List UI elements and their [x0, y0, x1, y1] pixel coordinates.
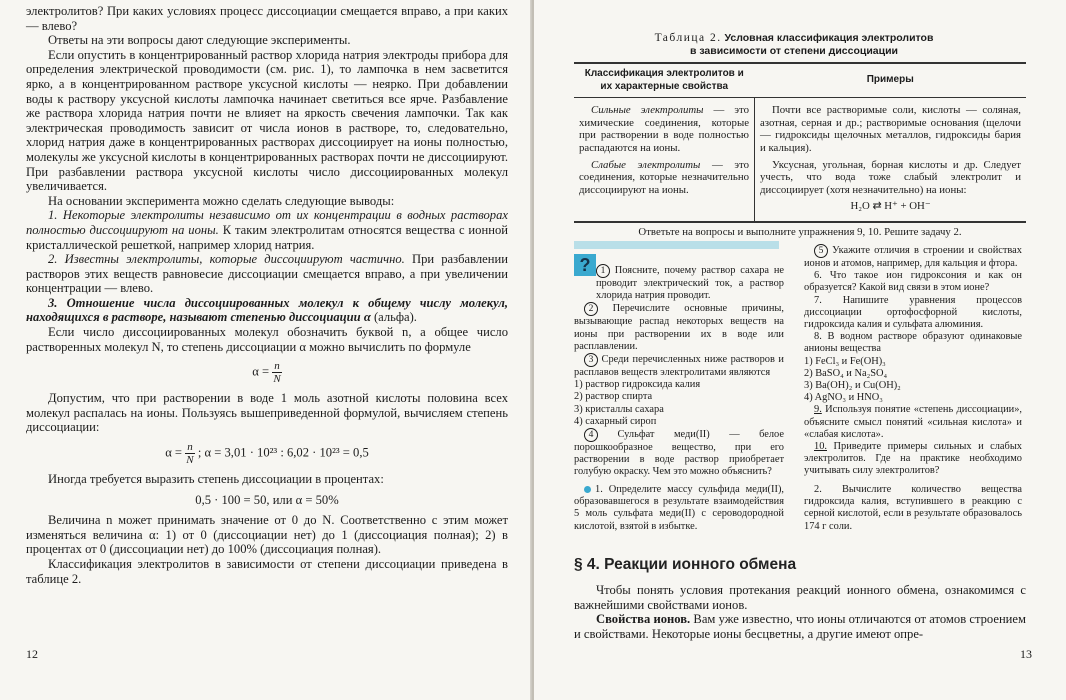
- formula-lhs: α =: [165, 445, 183, 460]
- section-title: § 4. Реакции ионного обмена: [574, 556, 797, 573]
- conclusion-3: [26, 296, 508, 325]
- option: 4) AgNO₃ и HNO₃: [804, 392, 883, 404]
- option: 1) раствор гидроксида калия: [574, 379, 701, 391]
- question-4: [574, 428, 784, 479]
- question-text: Среди перечисленных ниже растворов и расплавов веществ электролитами являются: [574, 354, 784, 379]
- conclusion-3-text: (альфа).: [370, 310, 417, 325]
- fraction-numerator: n: [187, 441, 193, 454]
- exercise-2: [804, 484, 1022, 533]
- question-5: [804, 244, 1022, 270]
- paragraph: Ответы на эти вопросы дают следующие эксперименты.: [48, 33, 351, 48]
- page-number: 13: [1020, 647, 1032, 661]
- fraction-denominator: N: [273, 373, 281, 386]
- option: 3) кристаллы сахара: [574, 403, 664, 415]
- weak-electrolytes: [579, 159, 749, 197]
- fraction-numerator: n: [274, 360, 280, 373]
- left-text-column: [26, 4, 508, 586]
- question-text: Приведите примеры сильных и слабых электролитов. Где на практике необходимо учитывать силу электролитов?: [804, 441, 1022, 477]
- exercise-1: [574, 484, 784, 533]
- assignment-line: Ответьте на вопросы и выполните упражнения 9, 10. Решите задачу 2.: [638, 226, 962, 238]
- circled-number-icon: 3: [584, 353, 598, 367]
- strong-term: Сильные электролиты: [591, 104, 704, 117]
- paragraph-ion-properties: [574, 612, 1026, 641]
- question-text: Поясните, почему раствор сахара не проводит электрический ток, а раствор хлорида натрия проводит.: [596, 265, 784, 302]
- table-row: [574, 98, 1026, 222]
- exercise-text: 1. Определите массу сульфида меди(II), образовавшегося в результате взаимодействия 5 моль сульфата меди(II) с сероводородной кислотой, взятой в избытке.: [574, 484, 784, 532]
- strong-definition: — это химические соединения, которые при растворении в воде полностью распадаются на ионы.: [579, 104, 750, 154]
- conclusion-2-italic: 2. Известны электролиты, которые диссоциируют частично.: [48, 252, 405, 267]
- circled-number-icon: 5: [814, 244, 828, 258]
- conclusion-1-text: К таким электролитам относятся вещества с ионной кристаллической решеткой, например хлорид натрия.: [26, 222, 508, 252]
- option: 3) Ba(OH)₂ и Cu(OH)₂: [804, 380, 901, 392]
- question-8: 8. В водном растворе образуют одинаковые анионы вещества: [804, 331, 1022, 355]
- question-text: Перечислите основные причины, вызывающие распад некоторых веществ на ионы при растворении их в воде или расплавлении.: [574, 303, 784, 352]
- paragraph: Если опустить в концентрированный раствор хлорида натрия электроды прибора для определения электрической проводимости (см. рис. 1), то лампочка в нем засветится ярко, а в концентрированном растворе уксусной кислоты — неярко. При добавлении воды к раствору уксусной кислоты лампочка начинает светиться все ярче. Разбавление же раствора хлорида натрия почти не влияет на яркость свечения лампочки. Так как электрическая проводимость зависит от числа ионов в растворе, то, следовательно, хлорид натрия даже в концентрированных растворах диссоциирует на ионы полностью, молекулы же уксусной кислоты в концентрированных растворах почти не диссоциируют. При разбавлении раствора уксусной кислоты число диссоциированных молекул увеличивается.: [26, 47, 508, 194]
- table-header: Примеры: [755, 63, 1027, 98]
- table-caption: [574, 32, 1014, 58]
- fraction-denominator: N: [186, 454, 194, 467]
- strong-electrolytes: [579, 104, 749, 154]
- right-body-text: [574, 583, 1026, 641]
- table-header: Классификация электролитов и их характерные свойства: [574, 63, 755, 98]
- conclusion-1-italic: 1. Некоторые электролиты независимо от их концентрации в водных растворах полностью диссоциируют на ионы.: [26, 208, 508, 237]
- weak-examples: Уксусная, угольная, борная кислоты и др. Следует учесть, что вода тоже слабый электролит и диссоциирует (хотя незначительно) на ионы:: [760, 158, 1021, 196]
- table-title-line1: Условная классификация электролитов: [724, 32, 934, 44]
- question-text: Укажите отличия в строении и свойствах ионов и атомов, например, для кальция и фтора.: [804, 245, 1022, 269]
- paragraph: электролитов? При каких условиях процесс диссоциации смещается вправо, а при каких — влево?: [26, 4, 508, 33]
- water-equation: H₂O ⇄ H⁺ + OH⁻: [850, 200, 931, 213]
- questions-header-bar: [574, 241, 779, 249]
- conclusion-2: [26, 252, 508, 296]
- option: 1) FeCl₃ и Fe(OH)₃: [804, 355, 886, 367]
- bullet-dot-icon: [584, 486, 591, 493]
- question-6: 6. Что такое ион гидроксония и как он образуется? Какой вид связи в этом ионе?: [804, 270, 1022, 294]
- question-number: 10.: [814, 441, 827, 453]
- question-2: [574, 302, 784, 353]
- table-title-line2: в зависимости от степени диссоциации: [689, 45, 898, 57]
- conclusion-1: [26, 208, 508, 252]
- paragraph-text: Вам уже известно, что ионы отличаются от атомов строением и свойствами. Некоторые ионы бесцветны, а другие имеют опре-: [574, 612, 1026, 641]
- paragraph: Если число диссоциированных молекул обозначить буквой n, а общее число растворенных молекул N, то степень диссоциации α можно вычислить по формуле: [26, 325, 508, 354]
- fraction: [272, 360, 282, 385]
- circled-number-icon: 2: [584, 302, 598, 316]
- question-mark-icon: ?: [574, 254, 596, 276]
- left-page: [0, 0, 532, 700]
- question-text: Используя понятие «степень диссоциации», объясните смысл понятий «сильная кислота» и «слабая кислота».: [804, 404, 1022, 440]
- weak-term: Слабые электролиты: [591, 158, 701, 171]
- option: 2) раствор спирта: [574, 391, 653, 403]
- paragraph: Чтобы понять условия протекания реакций ионного обмена, ознакомимся с важнейшими свойствами ионов.: [574, 583, 1026, 612]
- question-number: 9.: [814, 404, 822, 416]
- formula-rhs: ; α = 3,01 · 10²³ : 6,02 · 10²³ = 0,5: [197, 445, 369, 460]
- conclusion-3-italic: 3. Отношение числа диссоциированных молекул к общему числу молекул, находящихся в растворе, называют степенью диссоциации α: [26, 295, 508, 325]
- paragraph: Классификация электролитов в зависимости от степени диссоциации приведена в таблице 2.: [26, 557, 508, 586]
- question-9: [804, 404, 1022, 441]
- circled-number-icon: 4: [584, 428, 598, 442]
- bold-lead: Свойства ионов.: [596, 612, 691, 627]
- formula-alpha: [26, 360, 508, 385]
- page-number: 12: [26, 647, 38, 661]
- question-3: [574, 353, 784, 379]
- classification-table: [574, 62, 1026, 223]
- exercise-text-wrap: [574, 484, 784, 533]
- fraction: [185, 441, 195, 466]
- right-page: [534, 0, 1066, 700]
- strong-examples: Почти все растворимые соли, кислоты — соляная, азотная, серная и др.; растворимые основания (щелочи — гидроксиды щелочных металлов, гидроксиды бария и кальция).: [760, 104, 1021, 154]
- paragraph: Иногда требуется выразить степень диссоциации в процентах:: [48, 472, 384, 487]
- table-label: Таблица 2.: [654, 32, 722, 44]
- question-7: 7. Напишите уравнения процессов диссоциации ортофосфорной кислоты, гидроксида калия и сульфата алюминия.: [804, 294, 1022, 331]
- question-1: [574, 264, 784, 302]
- questions-column-left: [574, 264, 784, 479]
- question-text: Сульфат меди(II) — белое порошкообразное вещество, при его растворении в воде раствор приобретает голубую окраску. Чем это можно объяснить?: [574, 429, 784, 478]
- formula-lhs: α =: [252, 364, 270, 379]
- circled-number-icon: 1: [596, 264, 610, 278]
- weak-definition: — это соединения, которые незначительно диссоциируют на ионы.: [579, 158, 749, 196]
- paragraph: Допустим, что при растворении в воде 1 моль азотной кислоты половина всех молекул распалась на ионы. Пользуясь вышеприведенной формулой, вычисляем степень диссоциации:: [26, 391, 508, 435]
- questions-column-right: [804, 244, 1022, 478]
- formula-percent: 0,5 · 100 = 50, или α = 50%: [195, 492, 339, 507]
- option: 4) сахарный сироп: [574, 415, 657, 427]
- formula-calculation: [26, 441, 508, 466]
- paragraph: Величина n может принимать значение от 0 до N. Соответственно с этим может изменяться величина α: 1) от 0 (диссоциации нет) до 1 (диссоциация полная); 2) в процентах от 0 (диссоциации нет) до 100% (диссоциация полная).: [26, 513, 508, 557]
- question-10: [804, 441, 1022, 478]
- table-cell-examples: [755, 98, 1027, 222]
- option: 2) BaSO₄ и Na₂SO₄: [804, 367, 888, 379]
- paragraph: На основании эксперимента можно сделать следующие выводы:: [48, 193, 395, 208]
- exercise-text: 2. Вычислите количество вещества гидроксида калия, вступившего в реакцию с серной кислотой, если в результате образовалось 174 г соли.: [804, 484, 1022, 532]
- table-header-row: [574, 63, 1026, 98]
- conclusion-2-text: При разбавлении растворов этих веществ равновесие диссоциации смещается вправо, а при увеличении концентрации — влево.: [26, 252, 508, 296]
- table-cell-classification: [574, 98, 755, 222]
